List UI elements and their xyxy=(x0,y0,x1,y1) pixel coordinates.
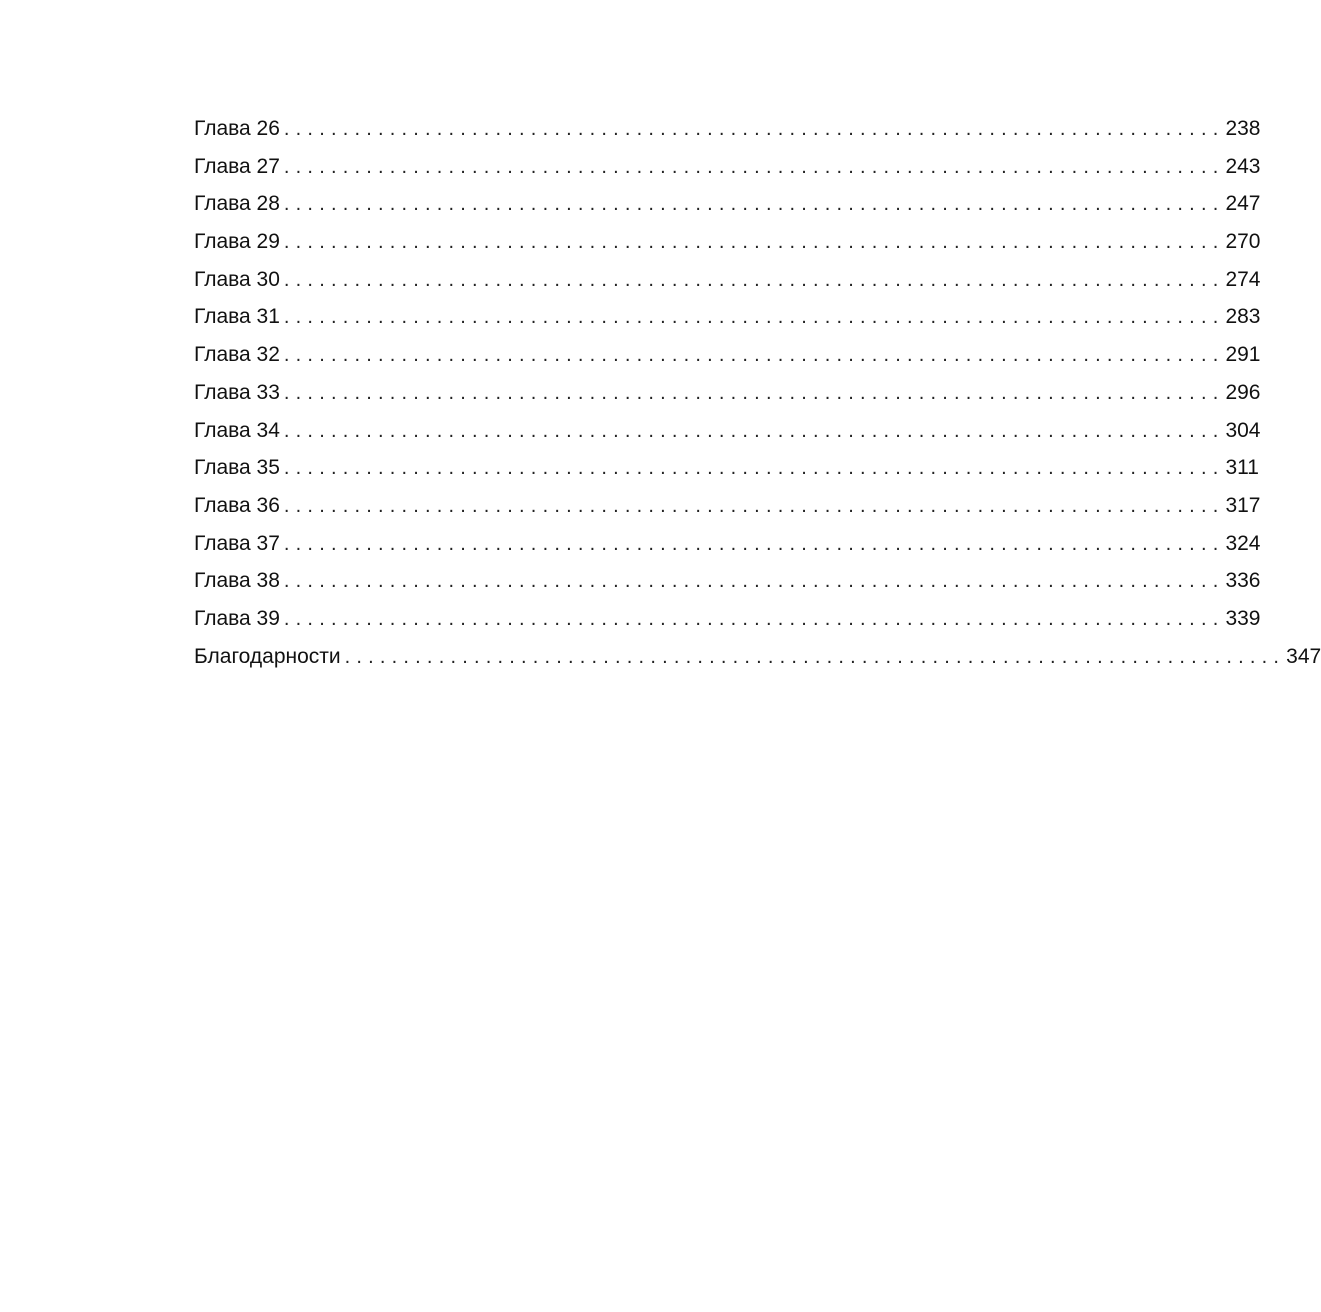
dot-leader: ................................................................................ xyxy=(283,419,1225,442)
toc-entry xyxy=(194,185,1261,223)
toc-entry xyxy=(194,600,1261,638)
toc-entry-title: Глава 37 xyxy=(194,531,280,555)
toc-entry-title: Глава 28 xyxy=(194,192,280,216)
dot-leader: ................................................................................ xyxy=(283,344,1225,367)
toc-entry-page: 336 xyxy=(1225,569,1261,593)
toc-entry-page: 283 xyxy=(1225,305,1261,329)
toc-entry-page: 296 xyxy=(1225,380,1261,404)
toc-entry xyxy=(194,261,1261,299)
toc-entry-page: 291 xyxy=(1225,343,1261,367)
toc-entry-title: Глава 31 xyxy=(194,305,280,329)
toc-entry-title: Глава 29 xyxy=(194,230,280,254)
toc-entry-page: 317 xyxy=(1225,493,1261,517)
toc-entry-title: Глава 30 xyxy=(194,267,280,291)
toc-entry xyxy=(194,374,1261,412)
toc-entry xyxy=(194,562,1261,600)
toc-entry-title: Глава 38 xyxy=(194,569,280,593)
toc-entry-page: 339 xyxy=(1225,606,1261,630)
dot-leader: ................................................................................ xyxy=(283,607,1225,630)
toc-entry xyxy=(194,298,1261,336)
toc-entry xyxy=(194,412,1261,450)
toc-entry xyxy=(194,336,1261,374)
table-of-contents xyxy=(194,110,1321,675)
toc-entry-page: 324 xyxy=(1225,531,1261,555)
dot-leader: ................................................................................ xyxy=(344,645,1286,668)
dot-leader: ................................................................................ xyxy=(283,570,1225,593)
toc-entry xyxy=(194,487,1261,525)
toc-entry xyxy=(194,638,1321,676)
toc-entry-page: 274 xyxy=(1225,267,1261,291)
dot-leader: ................................................................................ xyxy=(283,231,1225,254)
toc-entry-title: Глава 39 xyxy=(194,606,280,630)
dot-leader: ................................................................................ xyxy=(283,494,1225,517)
dot-leader: ................................................................................ xyxy=(283,268,1225,291)
toc-entry-title: Глава 27 xyxy=(194,154,280,178)
toc-entry-title: Благодарности xyxy=(194,644,341,668)
toc-entry-page: 243 xyxy=(1225,154,1261,178)
toc-entry-title: Глава 34 xyxy=(194,418,280,442)
toc-entry-title: Глава 32 xyxy=(194,343,280,367)
dot-leader: ................................................................................ xyxy=(283,306,1225,329)
toc-entry xyxy=(194,110,1261,148)
toc-entry xyxy=(194,525,1261,563)
toc-entry-page: 304 xyxy=(1225,418,1261,442)
toc-entry xyxy=(194,148,1261,186)
toc-entry-page: 270 xyxy=(1225,230,1261,254)
toc-entry-title: Глава 26 xyxy=(194,117,280,140)
toc-entry xyxy=(194,449,1259,487)
dot-leader: ................................................................................ xyxy=(283,381,1225,404)
toc-entry-page: 311 xyxy=(1225,456,1259,480)
toc-entry-title: Глава 33 xyxy=(194,380,280,404)
toc-entry-page: 238 xyxy=(1225,117,1261,140)
dot-leader: ................................................................................ xyxy=(283,155,1225,178)
dot-leader: ................................................................................ xyxy=(283,532,1225,555)
dot-leader: ................................................................................ xyxy=(283,193,1225,216)
toc-entry-page: 347 xyxy=(1286,644,1321,668)
toc-entry xyxy=(194,223,1261,261)
dot-leader: ................................................................................ xyxy=(283,118,1225,140)
toc-entry-title: Глава 35 xyxy=(194,456,280,480)
toc-entry-title: Глава 36 xyxy=(194,493,280,517)
dot-leader: ................................................................................ xyxy=(283,457,1225,480)
toc-entry-page: 247 xyxy=(1225,192,1261,216)
